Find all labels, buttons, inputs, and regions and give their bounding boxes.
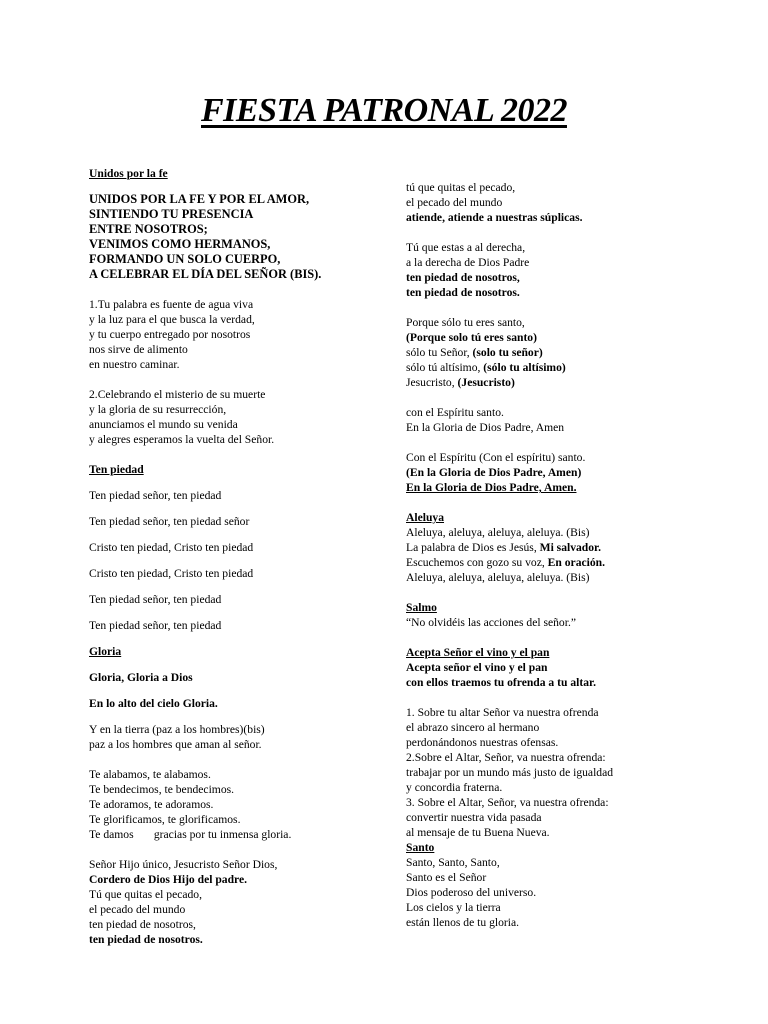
gloria-line: En la Gloria de Dios Padre, Amen [406,421,565,434]
gloria-refrain: En lo alto del cielo Gloria. [89,697,218,710]
gloria-line: Te glorificamos, te glorificamos. [89,813,241,826]
piedad-line: Ten piedad señor, ten piedad [89,619,222,632]
gloria-line-bold: Cordero de Dios Hijo del padre. [89,873,248,886]
section-heading-gloria: Gloria [89,645,122,658]
aleluya-text: Escuchemos con gozo su voz, [406,556,548,569]
gloria-line: Y en la tierra (paz a los hombres)(bis) [89,723,265,736]
verse-line: anunciamos el mundo su venida [89,418,238,431]
gloria-line: Señor Hijo único, Jesucristo Señor Dios, [89,858,278,871]
santo-line: Santo, Santo, Santo, [406,856,500,869]
page-title: FIESTA PATRONAL 2022 [201,92,567,129]
chorus-line: A CELEBRAR EL DÍA DEL SEÑOR (BIS). [89,267,322,281]
verse-line: 2.Celebrando el misterio de su muerte [89,388,266,401]
piedad-line: Cristo ten piedad, Cristo ten piedad [89,567,254,580]
acepta-line: trabajar por un mundo más justo de igualdad [406,766,614,779]
gloria-text: Jesucristo, [406,376,458,389]
gloria-line: ten piedad de nosotros, [89,918,196,931]
chorus-line: VENIMOS COMO HERMANOS, [89,237,271,251]
gloria-response: (sólo tu altísimo) [483,361,566,374]
gloria-line: tú que quitas el pecado, [406,181,516,194]
chorus-line: FORMANDO UN SOLO CUERPO, [89,252,281,266]
section-heading-santo: Santo [406,841,435,854]
gloria-line: Te damos gracias por tu inmensa gloria. [89,828,292,841]
gloria-line: el pecado del mundo [406,196,503,209]
gloria-line: Porque sólo tu eres santo, [406,316,525,329]
gloria-line-bold: En la Gloria de Dios Padre, Amen. [406,481,577,494]
unidos-chorus [89,192,389,282]
gloria-line-bold: ten piedad de nosotros. [89,933,203,946]
piedad-line: Ten piedad señor, ten piedad señor [89,515,250,528]
unidos-verse-1 [89,297,389,372]
section-heading-aleluya: Aleluya [406,511,445,524]
santo-line: Los cielos y la tierra [406,901,501,914]
aleluya-bold: Mi salvador. [539,541,602,554]
piedad-line: Cristo ten piedad, Cristo ten piedad [89,541,254,554]
aleluya-line [406,555,706,570]
gloria-line: a la derecha de Dios Padre [406,256,530,269]
gloria-line: Tú que estas a al derecha, [406,241,526,254]
gloria-refrain: Gloria, Gloria a Dios [89,671,193,684]
acepta-line: convertir nuestra vida pasada [406,811,542,824]
aleluya-line: Aleluya, aleluya, aleluya, aleluya. (Bis) [406,571,590,584]
gloria-text: sólo tú altísimo, [406,361,484,374]
piedad-line: Ten piedad señor, ten piedad [89,593,222,606]
chorus-line: ENTRE NOSOTROS; [89,222,208,236]
gloria-text: sólo tu Señor, [406,346,473,359]
acepta-line-bold: con ellos traemos tu ofrenda a tu altar. [406,676,596,689]
gloria-line-bold: (Porque solo tú eres santo) [406,331,537,344]
salmo-line: “No olvidéis las acciones del señor.” [406,616,576,629]
section-heading-unidos: Unidos por la fe [89,167,168,180]
aleluya-text: La palabra de Dios es Jesús, [406,541,540,554]
aleluya-bold: En oración. [547,556,606,569]
gloria-line: paz a los hombres que aman al señor. [89,738,262,751]
gloria-line [406,345,706,360]
verse-line: y la gloria de su resurrección, [89,403,227,416]
left-column [89,166,389,947]
unidos-verse-2 [89,387,389,447]
verse-line: y alegres esperamos la vuelta del Señor. [89,433,275,446]
piedad-line: Ten piedad señor, ten piedad [89,489,222,502]
right-column [406,180,706,930]
gloria-line-bold: atiende, atiende a nuestras súplicas. [406,211,583,224]
gloria-response: (solo tu señor) [472,346,543,359]
chorus-line: SINTIENDO TU PRESENCIA [89,207,254,221]
gloria-line [406,360,706,375]
acepta-line: el abrazo sincero al hermano [406,721,540,734]
verse-line: en nuestro caminar. [89,358,180,371]
acepta-line: perdonándonos nuestras ofensas. [406,736,559,749]
acepta-line: 3. Sobre el Altar, Señor, va nuestra ofrenda: [406,796,609,809]
gloria-line: Tú que quitas el pecado, [89,888,202,901]
gloria-line: Te adoramos, te adoramos. [89,798,214,811]
verse-line: y la luz para el que busca la verdad, [89,313,255,326]
section-heading-ten-piedad: Ten piedad [89,463,144,476]
aleluya-line [406,540,706,555]
verse-line: y tu cuerpo entregado por nosotros [89,328,251,341]
acepta-line-bold: Acepta señor el vino y el pan [406,661,548,674]
santo-line: están llenos de tu gloria. [406,916,520,929]
gloria-line: el pecado del mundo [89,903,186,916]
gloria-line [406,375,706,390]
verse-line: nos sirve de alimento [89,343,188,356]
gloria-response: (Jesucristo) [457,376,515,389]
santo-line: Dios poderoso del universo. [406,886,537,899]
gloria-line-bold: ten piedad de nosotros. [406,286,520,299]
section-heading-salmo: Salmo [406,601,437,614]
section-heading-acepta: Acepta Señor el vino y el pan [406,646,550,659]
gloria-line: Te bendecimos, te bendecimos. [89,783,235,796]
santo-line: Santo es el Señor [406,871,487,884]
acepta-line: al mensaje de tu Buena Nueva. [406,826,550,839]
acepta-line: y concordia fraterna. [406,781,503,794]
chorus-line: UNIDOS POR LA FE Y POR EL AMOR, [89,192,310,206]
gloria-line-bold: (En la Gloria de Dios Padre, Amen) [406,466,582,479]
verse-line: 1.Tu palabra es fuente de agua viva [89,298,254,311]
aleluya-line: Aleluya, aleluya, aleluya, aleluya. (Bis) [406,526,590,539]
acepta-line: 1. Sobre tu altar Señor va nuestra ofrenda [406,706,599,719]
gloria-line: Con el Espíritu (Con el espíritu) santo. [406,451,586,464]
acepta-line: 2.Sobre el Altar, Señor, va nuestra ofrenda: [406,751,606,764]
gloria-line: con el Espíritu santo. [406,406,504,419]
gloria-line: Te alabamos, te alabamos. [89,768,211,781]
gloria-line-bold: ten piedad de nosotros, [406,271,520,284]
